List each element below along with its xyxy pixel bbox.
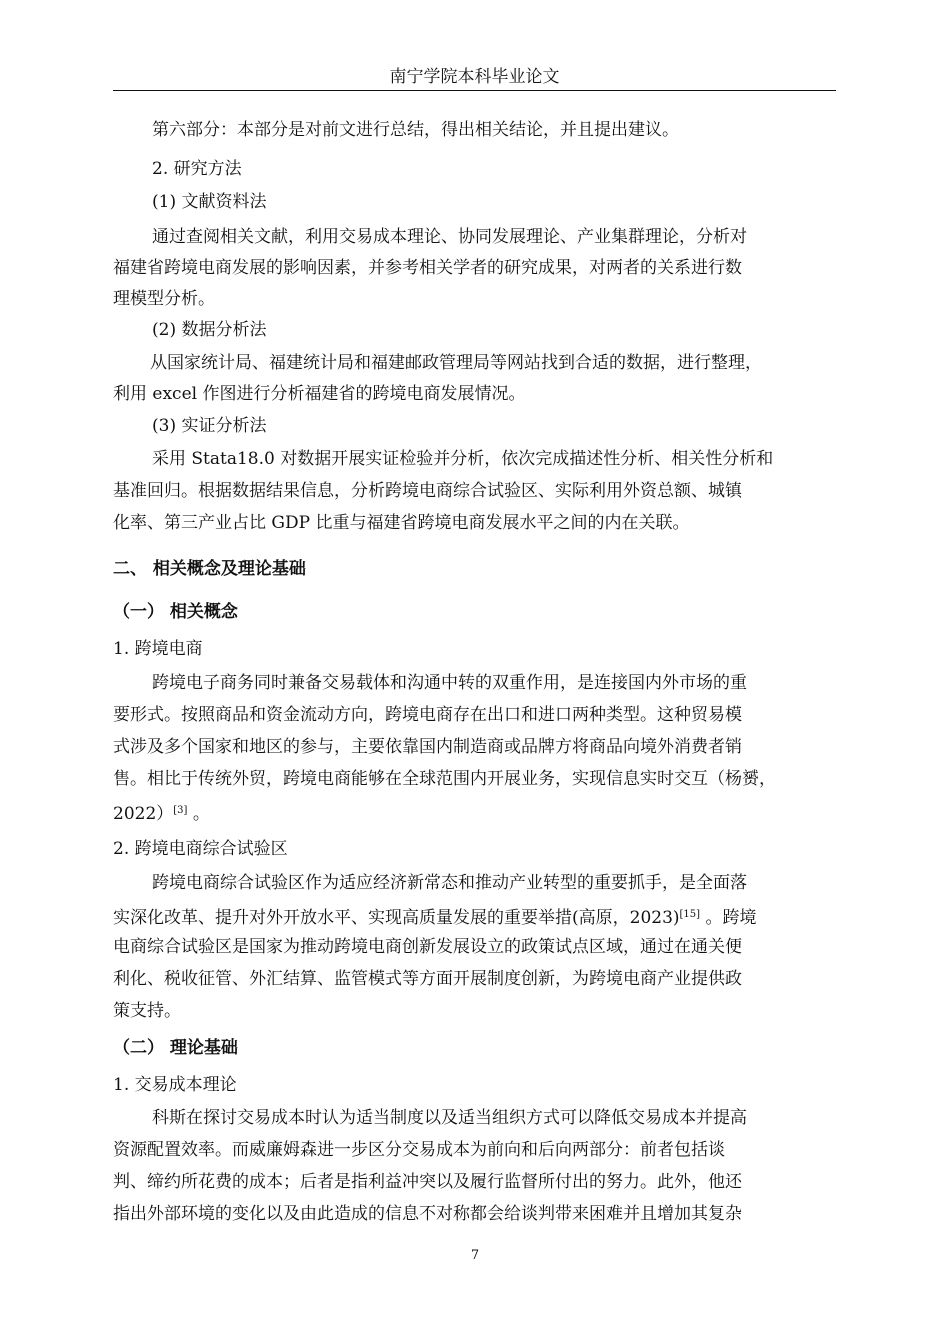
citation-ref: [15] — [679, 909, 701, 920]
paragraph-line: 跨境电子商务同时兼备交易载体和沟通中转的双重作用，是连接国内外市场的重 — [152, 673, 747, 693]
paragraph-line: 福建省跨境电商发展的影响因素，并参考相关学者的研究成果，对两者的关系进行数 — [113, 258, 742, 278]
paragraph-line: 从国家统计局、福建统计局和福建邮政管理局等网站找到合适的数据，进行整理， — [150, 353, 762, 373]
subsection-heading: (2) 数据分析法 — [152, 320, 267, 340]
paragraph-line: 通过查阅相关文献，利用交易成本理论、协同发展理论、产业集群理论，分析对 — [152, 227, 747, 247]
citation-tail: 。 — [187, 804, 210, 824]
header-rule — [113, 90, 836, 91]
subsection-heading: 1. 跨境电商 — [113, 639, 203, 659]
paragraph-line — [113, 904, 756, 929]
paragraph-line: 采用 Stata18.0 对数据开展实证检验并分析，依次完成描述性分析、相关性分析和 — [152, 449, 774, 469]
paragraph-line: 要形式。按照商品和资金流动方向，跨境电商存在出口和进口两种类型。这种贸易模 — [113, 705, 742, 725]
paragraph-line: 电商综合试验区是国家为推动跨境电商创新发展设立的政策试点区域，通过在通关便 — [113, 937, 742, 957]
citation-tail: 。跨境 — [700, 908, 757, 928]
running-header: 南宁学院本科毕业论文 — [389, 67, 560, 87]
paragraph-line — [113, 800, 210, 825]
subsection-heading: 2. 跨境电商综合试验区 — [113, 839, 288, 859]
paragraph-line: 资源配置效率。而威廉姆森进一步区分交易成本为前向和后向两部分：前者包括谈 — [113, 1140, 725, 1160]
paragraph-line: 判、缔约所花费的成本；后者是指利益冲突以及履行监督所付出的努力。此外，他还 — [113, 1172, 742, 1192]
paragraph-line: 售。相比于传统外贸，跨境电商能够在全球范围内开展业务，实现信息实时交互（杨赟， — [113, 769, 776, 789]
section-heading: （一） 相关概念 — [113, 602, 238, 622]
citation-ref: [3] — [173, 805, 188, 816]
paragraph-line: 理模型分析。 — [113, 289, 215, 309]
paragraph-line: 策支持。 — [113, 1001, 181, 1021]
paragraph-line: 化率、第三产业占比 GDP 比重与福建省跨境电商发展水平之间的内在关联。 — [113, 513, 690, 533]
subsection-heading: 1. 交易成本理论 — [113, 1075, 237, 1095]
paragraph-line: 跨境电商综合试验区作为适应经济新常态和推动产业转型的重要抓手，是全面落 — [152, 873, 747, 893]
paragraph-line: 科斯在探讨交易成本时认为适当制度以及适当组织方式可以降低交易成本并提高 — [152, 1108, 747, 1128]
section-heading: （二） 理论基础 — [113, 1038, 238, 1058]
citation-text: 实深化改革、提升对外开放水平、实现高质量发展的重要举措(高原，2023) — [113, 908, 680, 928]
paragraph-line: 式涉及多个国家和地区的参与，主要依靠国内制造商或品牌方将商品向境外消费者销 — [113, 737, 742, 757]
paragraph-line: 利化、税收征管、外汇结算、监管模式等方面开展制度创新，为跨境电商产业提供政 — [113, 969, 742, 989]
paragraph-line: 利用 excel 作图进行分析福建省的跨境电商发展情况。 — [113, 384, 526, 404]
section-heading: 2. 研究方法 — [152, 159, 242, 179]
paragraph-line: 第六部分：本部分是对前文进行总结，得出相关结论，并且提出建议。 — [152, 120, 679, 140]
chapter-heading: 二、 相关概念及理论基础 — [113, 559, 306, 579]
page-number: 7 — [470, 1248, 480, 1263]
citation-text: 2022） — [113, 804, 174, 824]
paragraph-line: 指出外部环境的变化以及由此造成的信息不对称都会给谈判带来困难并且增加其复杂 — [113, 1204, 742, 1224]
subsection-heading: (1) 文献资料法 — [152, 192, 267, 212]
subsection-heading: (3) 实证分析法 — [152, 416, 267, 436]
paragraph-line: 基准回归。根据数据结果信息，分析跨境电商综合试验区、实际利用外资总额、城镇 — [113, 481, 742, 501]
